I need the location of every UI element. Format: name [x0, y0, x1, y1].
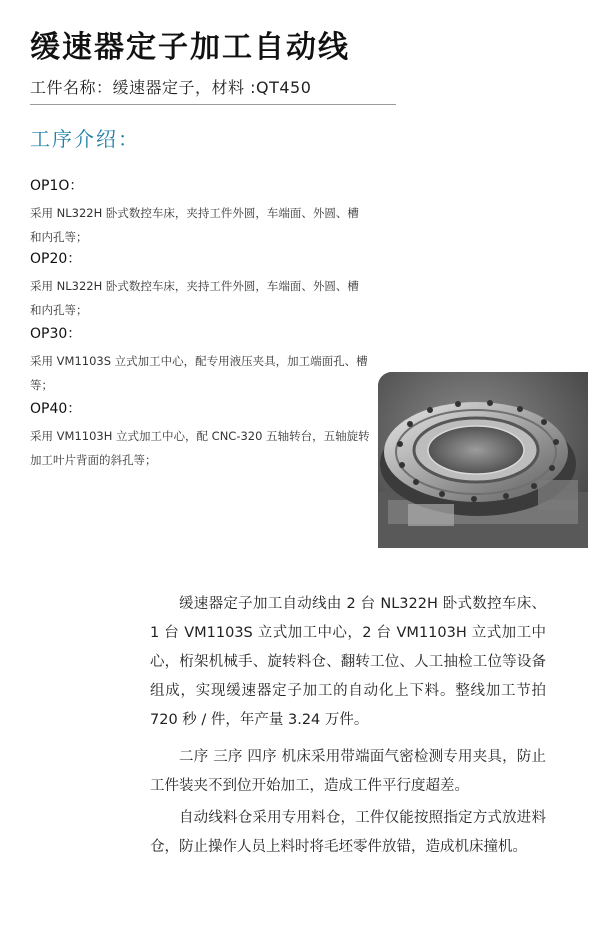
operation-code: OP1O：	[30, 178, 84, 194]
section-heading: 工序介绍：	[30, 127, 140, 151]
operation-description: 采用 VM1103H 立式加工中心，配 CNC-320 五轴转台，五轴旋转加工叶片背面的斜孔等；	[30, 429, 370, 467]
page-title: 缓速器定子加工自动线	[30, 30, 350, 65]
workpiece-subtitle: 工件名称：缓速器定子，材料 :QT450	[30, 78, 312, 97]
divider	[30, 104, 396, 105]
operation-code: OP30：	[30, 326, 82, 342]
operation-description: 采用 NL322H 卧式数控车床，夹持工件外圆，车端面、外圆、槽和内孔等；	[30, 279, 359, 317]
operation-description: 采用 VM1103S 立式加工中心，配专用液压夹具，加工端面孔、槽等；	[30, 354, 368, 392]
body-paragraph-3: 自动线料仓采用专用料仓，工件仅能按照指定方式放进料仓，防止操作人员上料时将毛坯零件放错，造成机床撞机。	[150, 810, 546, 855]
body-paragraph-2: 二序 三序 四序 机床采用带端面气密检测专用夹具，防止工件装夹不到位开始加工，造成工件平行度超差。	[150, 749, 546, 794]
operation-code: OP20：	[30, 251, 82, 267]
body-paragraph-1: 缓速器定子加工自动线由 2 台 NL322H 卧式数控车床、1 台 VM1103S 立式加工中心，2 台 VM1103H 立式加工中心，桁架机械手、旋转料仓、翻转工位、人工抽检工位等设备组成，实现缓速器定子加工的自动化上下料。整线加工节拍 720 秒 / 件，年产量 3.24 万件。	[150, 596, 546, 728]
operation-op30	[30, 323, 370, 397]
operation-code: OP40：	[30, 401, 82, 417]
operation-description: 采用 NL322H 卧式数控车床，夹持工件外圆，车端面、外圆、槽和内孔等；	[30, 206, 359, 244]
operation-op20	[30, 248, 370, 322]
operation-op10	[30, 175, 370, 249]
stator-part-photo	[378, 372, 588, 548]
operation-op40	[30, 398, 370, 472]
